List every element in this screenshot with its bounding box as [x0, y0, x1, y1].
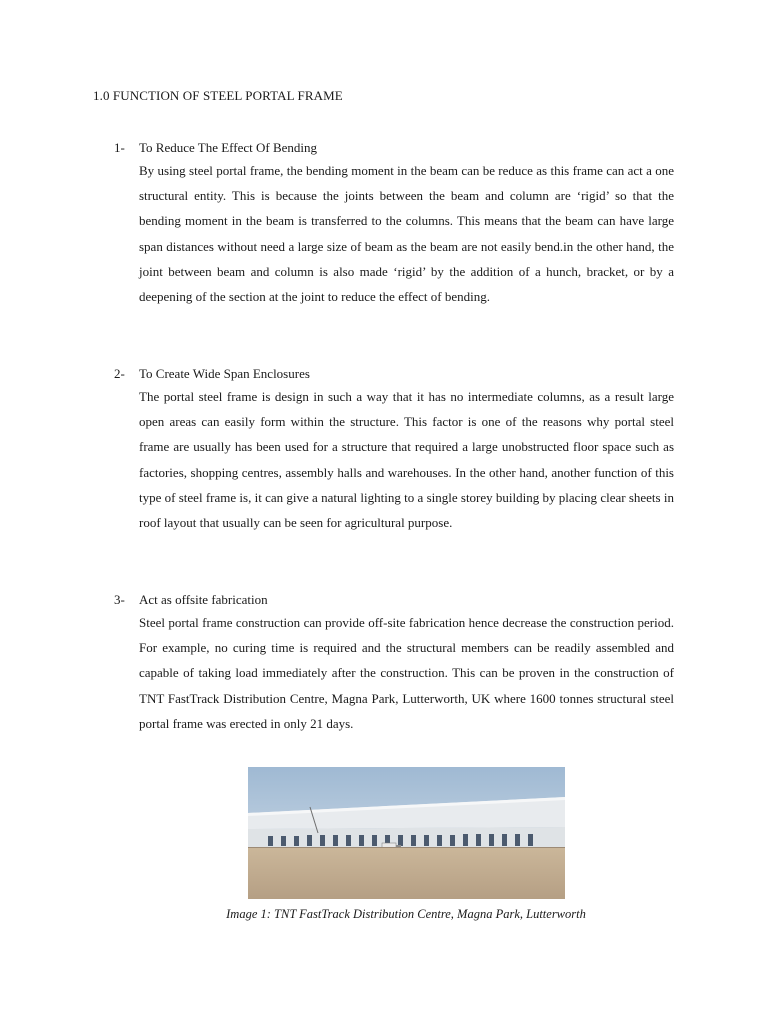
section-3-paragraph: Steel portal frame construction can provide off-site fabrication hence decrease the construction period. For example, no curing time is required and the structural members can be readily assembled and capable of taking load immediately after the construction. This can be proven in the construction of TNT FastTrack Distribution Centre, Magna Park, Lutterworth, UK where 1600 tonnes structural steel portal frame was erected in only 21 days. — [139, 615, 674, 731]
section-2-title-text: To Create Wide Span Enclosures — [139, 366, 310, 381]
section-1-paragraph: By using steel portal frame, the bending moment in the beam can be reduce as this frame can act a one structural entity. This is because the joints between the beam and column are ‘rigid’ so that the bending moment in the beam is transferred to the columns. This means that the beam can have large span distances without need a large size of beam as the beam are not easily bend.in the other hand, the joint between beam and column is also made ‘rigid’ by the addition of a hunch, bracket, or by a deepening of the section at the joint to reduce the effect of bending. — [139, 163, 674, 305]
section-2-paragraph: The portal steel frame is design in such a way that it has no intermediate columns, as a result large open areas can easily form within the structure. This factor is one of the reasons why portal steel frame are usually has been used for a structure that required a large unobstructed floor space such as factories, shopping centres, assembly halls and warehouses. In the other hand, another function of this type of steel frame is, it can give a natural lighting to a single storey building by placing clear sheets in roof layout that usually can be seen for agricultural purpose. — [139, 389, 674, 531]
figure-caption: Image 1: TNT FastTrack Distribution Centre, Magna Park, Lutterworth — [226, 907, 586, 921]
section-3-body — [139, 610, 674, 736]
document-heading: 1.0 FUNCTION OF STEEL PORTAL FRAME — [93, 88, 343, 103]
warehouse-photo — [248, 767, 565, 899]
section-1-title-text: To Reduce The Effect Of Bending — [139, 140, 318, 155]
section-3-number: 3- — [114, 592, 125, 607]
section-1-title — [114, 139, 317, 157]
section-2-body — [139, 384, 674, 535]
section-2-number: 2- — [114, 366, 125, 381]
section-2-title — [114, 365, 310, 383]
section-1-body — [139, 158, 674, 309]
section-3-title — [114, 591, 268, 609]
section-3-title-text: Act as offsite fabrication — [139, 592, 268, 607]
section-1-number: 1- — [114, 140, 125, 155]
